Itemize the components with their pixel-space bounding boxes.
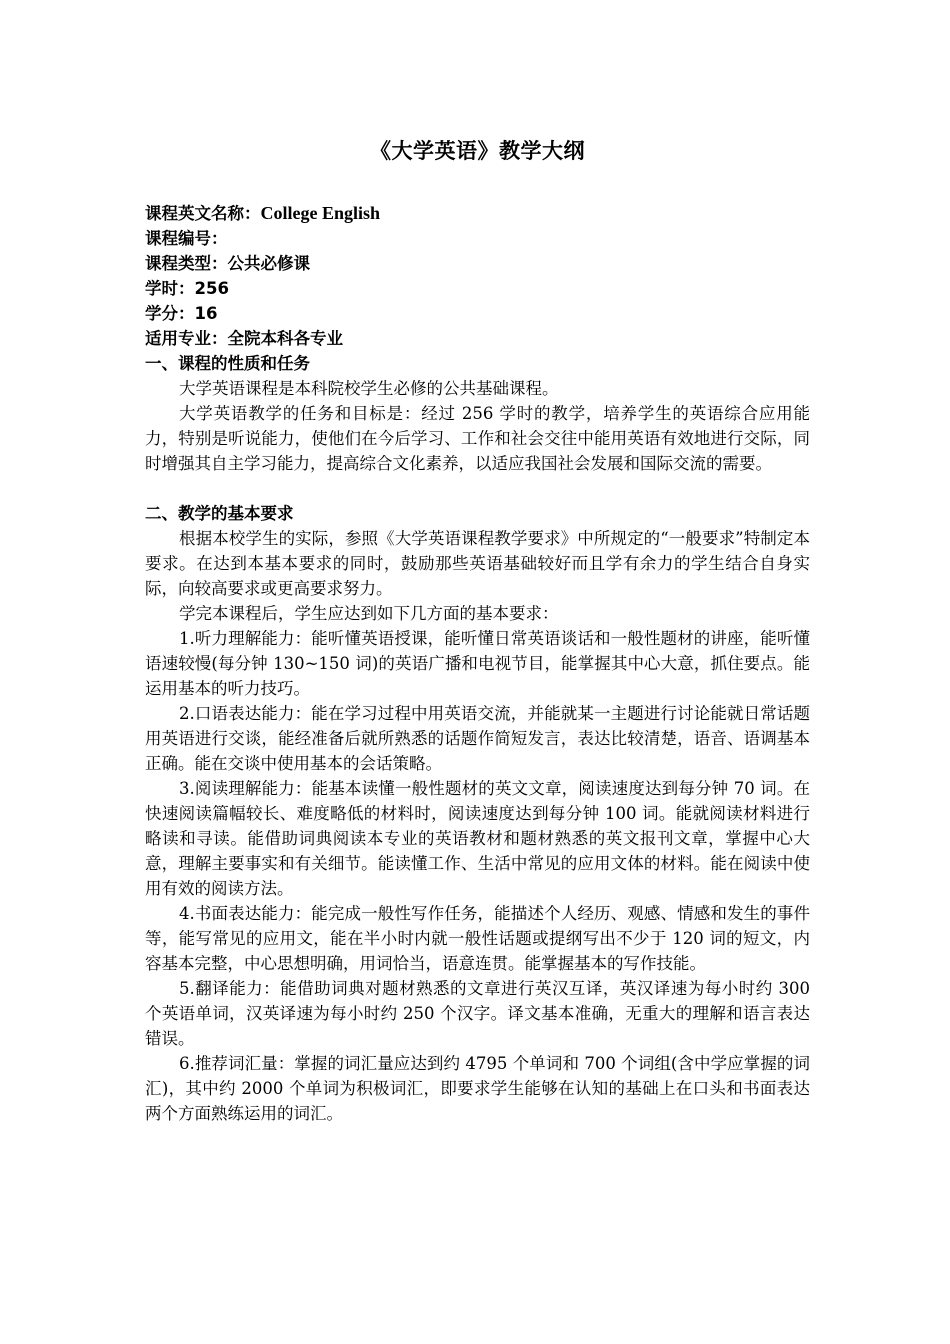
section2-paragraph: 学完本课程后，学生应达到如下几方面的基本要求： bbox=[179, 604, 559, 623]
meta-course-type bbox=[145, 251, 810, 276]
meta-course-type-value: 公共必修课 bbox=[227, 254, 310, 273]
meta-course-code-label: 课程编号： bbox=[145, 229, 228, 248]
meta-majors bbox=[145, 326, 810, 351]
requirement-translation: 5.翻译能力：能借助词典对题材熟悉的文章进行英汉互译，英汉译速为每小时约 300 个英语单词，汉英译速为每小时约 250 个汉字。译文基本准确，无重大的理解和语言表达错误。 bbox=[145, 979, 810, 1048]
document-content bbox=[145, 135, 810, 1126]
meta-credits bbox=[145, 301, 810, 326]
meta-course-code bbox=[145, 226, 810, 251]
section1-heading: 一、课程的性质和任务 bbox=[145, 354, 310, 373]
meta-majors-value: 全院本科各专业 bbox=[227, 329, 343, 348]
meta-hours-label: 学时： bbox=[145, 279, 195, 298]
section2-paragraph: 根据本校学生的实际，参照《大学英语课程教学要求》中所规定的“一般要求”特制定本要求。在达到本基本要求的同时，鼓励那些英语基础较好而且学有余力的学生结合自身实际，向较高要求或更高要求努力。 bbox=[145, 529, 810, 598]
requirement-reading: 3.阅读理解能力：能基本读懂一般性题材的英文文章，阅读速度达到每分钟 70 词。在快速阅读篇幅较长、难度略低的材料时，阅读速度达到每分钟 100 词。能就阅读材料进行略读和寻读。能借助词典阅读本专业的英语教材和题材熟悉的英文报刊文章，掌握中心大意，理解主要事实和有关细节。能读懂工作、生活中常见的应用文体的材料。能在阅读中使用有效的阅读方法。 bbox=[145, 779, 810, 898]
meta-course-type-label: 课程类型： bbox=[145, 254, 228, 273]
section1-paragraph: 大学英语教学的任务和目标是：经过 256 学时的教学，培养学生的英语综合应用能力，特别是听说能力，使他们在今后学习、工作和社会交往中能用英语有效地进行交际，同时增强其自主学习能力，提高综合文化素养，以适应我国社会发展和国际交流的需要。 bbox=[145, 404, 810, 473]
section1-paragraph: 大学英语课程是本科院校学生必修的公共基础课程。 bbox=[179, 379, 559, 398]
meta-credits-value: 16 bbox=[194, 304, 218, 323]
meta-english-name bbox=[145, 201, 810, 226]
requirement-writing: 4.书面表达能力：能完成一般性写作任务，能描述个人经历、观感、情感和发生的事件等，能写常见的应用文，能在半小时内就一般性话题或提纲写出不少于 120 词的短文，内容基本完整，中心思想明确，用词恰当，语意连贯。能掌握基本的写作技能。 bbox=[145, 904, 810, 973]
requirement-speaking: 2.口语表达能力：能在学习过程中用英语交流，并能就某一主题进行讨论能就日常话题用英语进行交谈，能经准备后就所熟悉的话题作简短发言，表达比较清楚，语音、语调基本正确。能在交谈中使用基本的会话策略。 bbox=[145, 704, 810, 773]
requirement-vocabulary: 6.推荐词汇量：掌握的词汇量应达到约 4795 个单词和 700 个词组(含中学应掌握的词汇)，其中约 2000 个单词为积极词汇，即要求学生能够在认知的基础上在口头和书面表达两个方面熟练运用的词汇。 bbox=[145, 1054, 810, 1123]
meta-english-name-label: 课程英文名称： bbox=[145, 204, 261, 223]
requirement-listening: 1.听力理解能力：能听懂英语授课，能听懂日常英语谈话和一般性题材的讲座，能听懂语速较慢(每分钟 130~150 词)的英语广播和电视节目，能掌握其中心大意，抓住要点。能运用基本的听力技巧。 bbox=[145, 629, 810, 698]
meta-hours-value: 256 bbox=[194, 279, 229, 298]
meta-english-name-value: College English bbox=[260, 203, 381, 223]
meta-majors-label: 适用专业： bbox=[145, 329, 228, 348]
meta-hours bbox=[145, 276, 810, 301]
section-spacer bbox=[145, 476, 810, 501]
section2-heading: 二、教学的基本要求 bbox=[145, 504, 294, 523]
meta-credits-label: 学分： bbox=[145, 304, 195, 323]
document-title: 《大学英语》教学大纲 bbox=[370, 139, 585, 163]
